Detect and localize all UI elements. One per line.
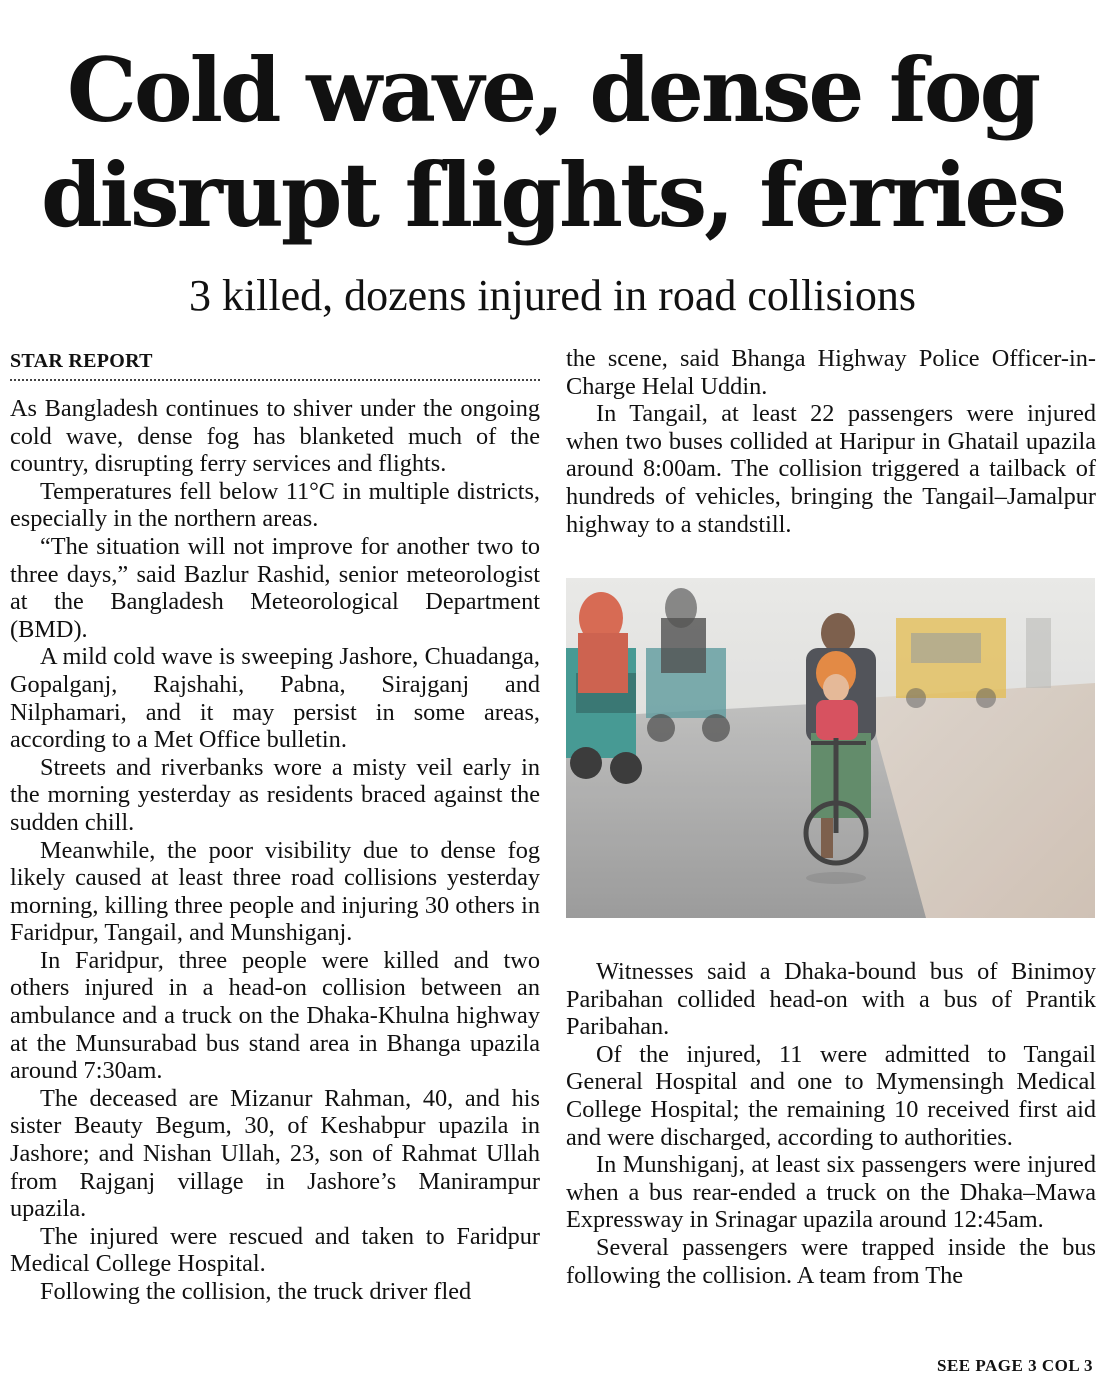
- continuation-note: SEE PAGE 3 COL 3: [937, 1356, 1093, 1375]
- headline-line-1: Cold wave, dense fog: [66, 38, 1039, 142]
- headline-line-2: disrupt flights, ferries: [41, 143, 1064, 247]
- paragraph: Temperatures fell below 11°C in multiple districts, especially in the northern areas.: [10, 477, 540, 533]
- paragraph: In Tangail, at least 22 passengers were injured when two buses collided at Haripur in Ghatail upazila around 8:00am. The collision triggered a tailback of hundreds of vehicles, bringing the Tangail–Jamalpur highway to a standstill.: [566, 400, 1096, 538]
- paragraph: A mild cold wave is sweeping Jashore, Chuadanga, Gopalganj, Rajshahi, Pabna, Sirajganj and Nilphamari, and it may persist in some areas, according to a Met Office bulletin.: [10, 643, 540, 754]
- paragraph: Several passengers were trapped inside the bus following the collision. A team from The: [566, 1233, 1096, 1289]
- paragraph: Meanwhile, the poor visibility due to dense fog likely caused at least three road collisions yesterday morning, killing three people and injuring 30 others in Faridpur, Tangail, and Munshiganj.: [10, 836, 540, 947]
- right-column-bottom: [566, 958, 1096, 1289]
- paragraph: Witnesses said a Dhaka-bound bus of Binimoy Paribahan collided head-on with a bus of Prantik Paribahan.: [566, 958, 1096, 1041]
- right-column-top: [566, 345, 1096, 538]
- paragraph: Following the collision, the truck driver fled: [40, 1278, 472, 1305]
- paragraph: the scene, said Bhanga Highway Police Officer-in-Charge Helal Uddin.: [566, 345, 1096, 400]
- paragraph: “The situation will not improve for another two to three days,” said Bazlur Rashid, senior meteorologist at the Bangladesh Meteorological Department (BMD).: [10, 532, 540, 643]
- paragraph: Streets and riverbanks wore a misty veil early in the morning yesterday as residents braced against the sudden chill.: [10, 753, 540, 836]
- news-photo: [566, 578, 1095, 918]
- paragraph: In Munshiganj, at least six passengers were injured when a bus rear-ended a truck on the Dhaka–Mawa Expressway in Srinagar upazila around 12:45am.: [566, 1151, 1096, 1234]
- photo-fog-cyclists: [566, 578, 1095, 918]
- headline: [0, 38, 1105, 248]
- paragraph: The injured were rescued and taken to Faridpur Medical College Hospital.: [10, 1222, 540, 1278]
- left-column: [10, 345, 540, 1306]
- paragraph: Of the injured, 11 were admitted to Tangail General Hospital and one to Mymensingh Medical College Hospital; the remaining 10 received first aid and were discharged, according to authorities.: [566, 1040, 1096, 1151]
- byline: STAR REPORT: [10, 350, 153, 372]
- subheadline: 3 killed, dozens injured in road collisions: [188, 271, 917, 320]
- paragraph: As Bangladesh continues to shiver under the ongoing cold wave, dense fog has blanketed much of the country, disrupting ferry services and flights.: [10, 395, 540, 478]
- paragraph: In Faridpur, three people were killed and two others injured in a head-on collision between an ambulance and a truck on the Dhaka-Khulna highway at the Munsurabad bus stand area in Bhanga upazila around 7:30am.: [10, 946, 540, 1085]
- byline-divider: [10, 379, 540, 381]
- paragraph: The deceased are Mizanur Rahman, 40, and his sister Beauty Begum, 30, of Keshabpur upazila in Jashore; and Nishan Ullah, 23, son of Rahmat Ullah from Rajganj village in Jashore’s Manirampur upazila.: [10, 1084, 540, 1223]
